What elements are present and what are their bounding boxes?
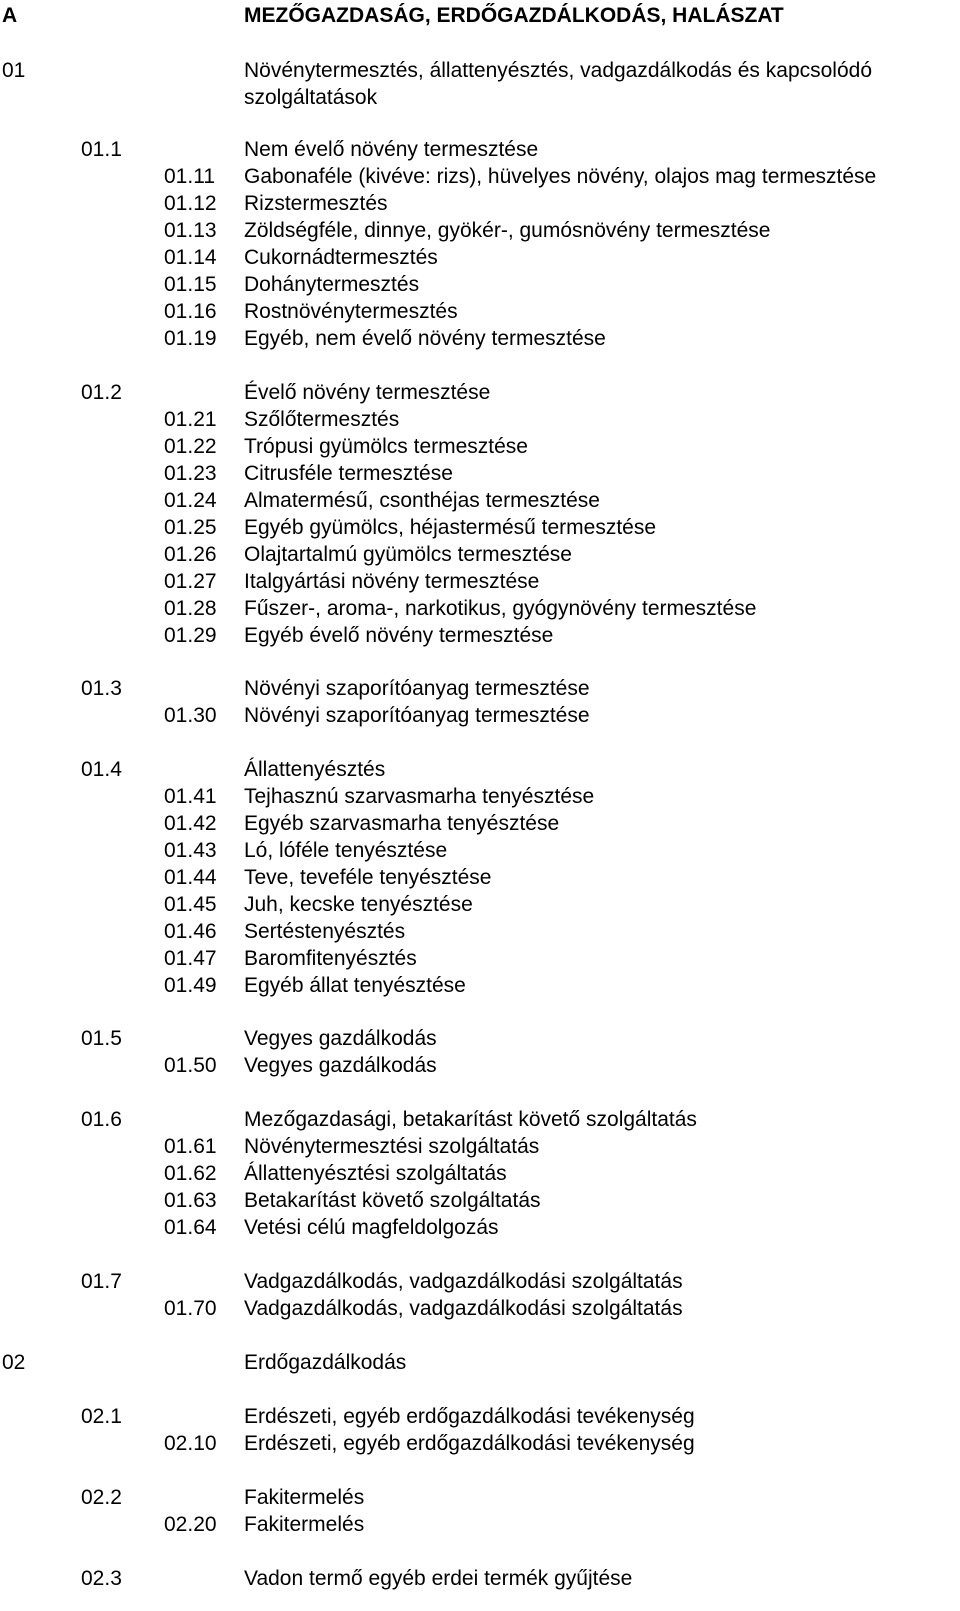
entry-code: 02.20 xyxy=(164,1513,217,1536)
class-entry xyxy=(0,406,960,433)
section-heading xyxy=(0,2,960,29)
entry-title: Növénytermesztési szolgáltatás xyxy=(244,1135,540,1158)
entry-code: 01.41 xyxy=(164,785,217,808)
class-entry xyxy=(0,1187,960,1214)
entry-title: Ló, lóféle tenyésztése xyxy=(244,839,448,862)
entry-code: 01.12 xyxy=(164,192,217,215)
section-title: MEZŐGAZDASÁG, ERDŐGAZDÁLKODÁS, HALÁSZAT xyxy=(244,4,784,27)
entry-title: Juh, kecske tenyésztése xyxy=(244,893,473,916)
class-entry xyxy=(0,1430,960,1457)
group-entry xyxy=(0,1025,960,1052)
section-code: A xyxy=(2,4,18,27)
class-entry xyxy=(0,864,960,891)
group-entry xyxy=(0,1268,960,1295)
entry-title: Rizstermesztés xyxy=(244,192,388,215)
entry-code: 01.11 xyxy=(164,165,215,188)
entry-code: 01.43 xyxy=(164,839,217,862)
entry-code: 01.62 xyxy=(164,1162,217,1185)
class-entry xyxy=(0,1295,960,1322)
class-entry xyxy=(0,487,960,514)
entry-title: Egyéb gyümölcs, héjastermésű termesztése xyxy=(244,516,657,539)
class-entry xyxy=(0,972,960,999)
group-entry xyxy=(0,1403,960,1430)
entry-code: 01.26 xyxy=(164,543,217,566)
class-entry xyxy=(0,1133,960,1160)
entry-code: 01.45 xyxy=(164,893,217,916)
entry-title: Fakitermelés xyxy=(244,1486,365,1509)
entry-title: Vetési célú magfeldolgozás xyxy=(244,1216,499,1239)
entry-code: 01.7 xyxy=(81,1270,122,1293)
entry-code: 01.19 xyxy=(164,327,217,350)
entry-title: Egyéb évelő növény termesztése xyxy=(244,624,554,647)
entry-code: 02.2 xyxy=(81,1486,122,1509)
entry-title: Szőlőtermesztés xyxy=(244,408,400,431)
entry-title: Olajtartalmú gyümölcs termesztése xyxy=(244,543,572,566)
group-entry xyxy=(0,136,960,163)
class-entry xyxy=(0,1052,960,1079)
class-entry xyxy=(0,433,960,460)
group-entry xyxy=(0,756,960,783)
entry-code: 01.27 xyxy=(164,570,217,593)
entry-title: Dohánytermesztés xyxy=(244,273,420,296)
entry-title: Növénytermesztés, állattenyésztés, vadgazdálkodás és kapcsolódó xyxy=(244,59,873,82)
class-entry xyxy=(0,1511,960,1538)
entry-title: Betakarítást követő szolgáltatás xyxy=(244,1189,541,1212)
class-entry xyxy=(0,460,960,487)
entry-title: Vegyes gazdálkodás xyxy=(244,1054,437,1077)
class-entry xyxy=(0,568,960,595)
class-entry xyxy=(0,271,960,298)
entry-title: Évelő növény termesztése xyxy=(244,381,491,404)
entry-code: 01.44 xyxy=(164,866,217,889)
entry-code: 01.3 xyxy=(81,677,122,700)
entry-title: Gabonaféle (kivéve: rizs), hüvelyes növény, olajos mag termesztése xyxy=(244,165,877,188)
class-entry xyxy=(0,325,960,352)
entry-title-continuation xyxy=(0,84,960,111)
entry-code: 01.70 xyxy=(164,1297,217,1320)
entry-code: 01.22 xyxy=(164,435,217,458)
entry-code: 01 xyxy=(2,59,26,82)
class-entry xyxy=(0,163,960,190)
entry-code: 01.4 xyxy=(81,758,122,781)
class-entry xyxy=(0,783,960,810)
entry-code: 01.2 xyxy=(81,381,122,404)
entry-code: 01.28 xyxy=(164,597,217,620)
entry-title: Rostnövénytermesztés xyxy=(244,300,458,323)
group-entry xyxy=(0,1565,960,1592)
class-entry xyxy=(0,217,960,244)
class-entry xyxy=(0,514,960,541)
entry-title: Vegyes gazdálkodás xyxy=(244,1027,437,1050)
class-entry xyxy=(0,918,960,945)
entry-title: Egyéb állat tenyésztése xyxy=(244,974,466,997)
entry-title: Baromfitenyésztés xyxy=(244,947,417,970)
entry-title: Italgyártási növény termesztése xyxy=(244,570,540,593)
entry-title: Erdészeti, egyéb erdőgazdálkodási tevékenység xyxy=(244,1405,695,1428)
class-entry xyxy=(0,244,960,271)
class-entry xyxy=(0,298,960,325)
entry-title: Állattenyésztési szolgáltatás xyxy=(244,1162,507,1185)
class-entry xyxy=(0,837,960,864)
entry-code: 02.3 xyxy=(81,1567,122,1590)
entry-code: 02.10 xyxy=(164,1432,217,1455)
entry-code: 01.13 xyxy=(164,219,217,242)
entry-title: Citrusféle termesztése xyxy=(244,462,453,485)
entry-code: 01.64 xyxy=(164,1216,217,1239)
entry-title: szolgáltatások xyxy=(244,86,378,109)
entry-code: 01.29 xyxy=(164,624,217,647)
entry-code: 01.61 xyxy=(164,1135,217,1158)
entry-code: 01.50 xyxy=(164,1054,217,1077)
entry-code: 01.6 xyxy=(81,1108,122,1131)
entry-code: 01.42 xyxy=(164,812,217,835)
group-entry xyxy=(0,1484,960,1511)
class-entry xyxy=(0,541,960,568)
class-entry xyxy=(0,1160,960,1187)
entry-code: 01.16 xyxy=(164,300,217,323)
entry-title: Teve, teveféle tenyésztése xyxy=(244,866,492,889)
entry-code: 01.49 xyxy=(164,974,217,997)
entry-title: Egyéb szarvasmarha tenyésztése xyxy=(244,812,560,835)
entry-title: Erdőgazdálkodás xyxy=(244,1351,407,1374)
entry-title: Sertéstenyésztés xyxy=(244,920,406,943)
class-entry xyxy=(0,945,960,972)
division-entry xyxy=(0,1349,960,1376)
entry-title: Mezőgazdasági, betakarítást követő szolgáltatás xyxy=(244,1108,697,1131)
entry-title: Fakitermelés xyxy=(244,1513,365,1536)
entry-code: 01.63 xyxy=(164,1189,217,1212)
entry-title: Állattenyésztés xyxy=(244,758,386,781)
entry-code: 02.1 xyxy=(81,1405,122,1428)
entry-code: 01.5 xyxy=(81,1027,122,1050)
entry-code: 02 xyxy=(2,1351,26,1374)
entry-code: 01.47 xyxy=(164,947,217,970)
entry-code: 01.24 xyxy=(164,489,217,512)
entry-title: Növényi szaporítóanyag termesztése xyxy=(244,704,590,727)
entry-code: 01.25 xyxy=(164,516,217,539)
entry-code: 01.23 xyxy=(164,462,217,485)
entry-code: 01.30 xyxy=(164,704,217,727)
entry-title: Tejhasznú szarvasmarha tenyésztése xyxy=(244,785,595,808)
entry-title: Nem évelő növény termesztése xyxy=(244,138,539,161)
entry-title: Növényi szaporítóanyag termesztése xyxy=(244,677,590,700)
division-entry xyxy=(0,57,960,84)
entry-title: Vadon termő egyéb erdei termék gyűjtése xyxy=(244,1567,633,1590)
entry-code: 01.1 xyxy=(81,138,122,161)
class-entry xyxy=(0,810,960,837)
entry-title: Vadgazdálkodás, vadgazdálkodási szolgáltatás xyxy=(244,1270,683,1293)
entry-code: 01.15 xyxy=(164,273,217,296)
entry-title: Almatermésű, csonthéjas termesztése xyxy=(244,489,600,512)
class-entry xyxy=(0,891,960,918)
entry-code: 01.46 xyxy=(164,920,217,943)
class-entry xyxy=(0,595,960,622)
entry-code: 01.14 xyxy=(164,246,217,269)
class-entry xyxy=(0,622,960,649)
entry-title: Cukornádtermesztés xyxy=(244,246,438,269)
group-entry xyxy=(0,675,960,702)
entry-title: Fűszer-, aroma-, narkotikus, gyógynövény termesztése xyxy=(244,597,757,620)
entry-code: 01.21 xyxy=(164,408,217,431)
entry-title: Vadgazdálkodás, vadgazdálkodási szolgáltatás xyxy=(244,1297,683,1320)
class-entry xyxy=(0,1214,960,1241)
group-entry xyxy=(0,379,960,406)
entry-title: Erdészeti, egyéb erdőgazdálkodási tevékenység xyxy=(244,1432,695,1455)
entry-title: Zöldségféle, dinnye, gyökér-, gumósnövény termesztése xyxy=(244,219,771,242)
entry-title: Egyéb, nem évelő növény termesztése xyxy=(244,327,606,350)
class-entry xyxy=(0,190,960,217)
class-entry xyxy=(0,702,960,729)
group-entry xyxy=(0,1106,960,1133)
entry-title: Trópusi gyümölcs termesztése xyxy=(244,435,528,458)
